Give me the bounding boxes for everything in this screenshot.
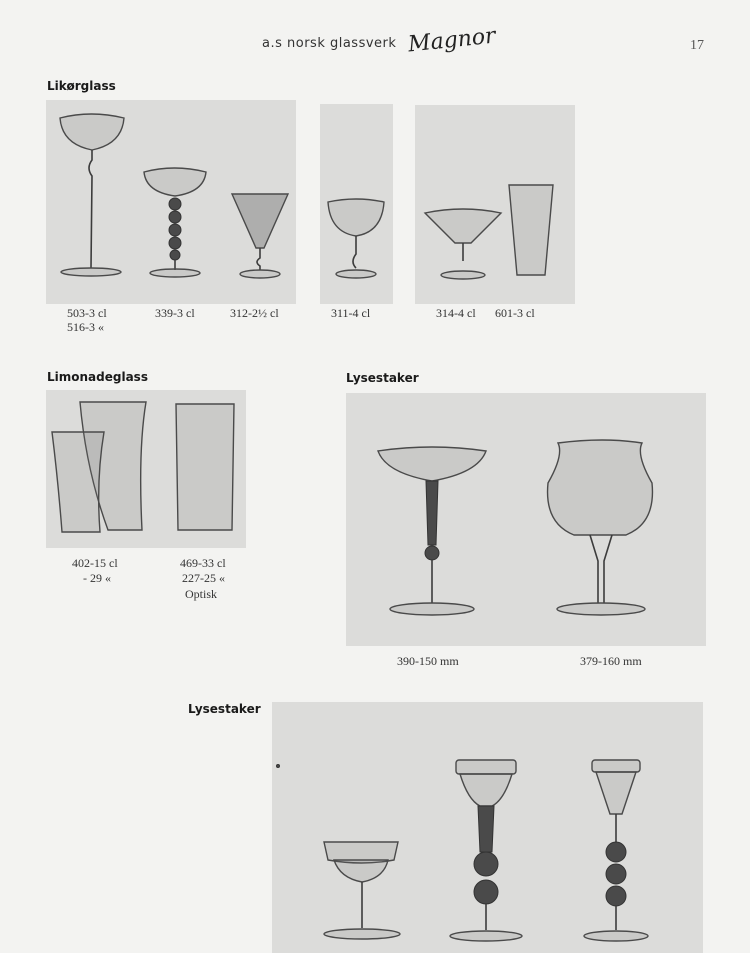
caption-379: 379-160 mm <box>580 654 642 668</box>
caption-503: 503-3 cl <box>67 306 107 320</box>
section-title-likorglass: Likørglass <box>47 79 116 93</box>
page-number: 17 <box>690 38 704 53</box>
caption-314: 314-4 cl <box>436 306 476 320</box>
photo-limonadeglass <box>46 390 246 548</box>
caption-312: 312-2½ cl <box>230 306 279 320</box>
caption-optisk: Optisk <box>185 587 218 601</box>
photo-likorglass-3 <box>415 105 575 304</box>
magnor-logo: Magnor <box>406 23 497 58</box>
caption-311: 311-4 cl <box>331 306 371 320</box>
caption-601: 601-3 cl <box>495 306 535 320</box>
photo-lysestaker-2 <box>272 702 703 953</box>
caption-390: 390-150 mm <box>397 654 459 668</box>
photo-likorglass-2 <box>320 104 393 304</box>
brand-name: a.s norsk glassverk <box>262 36 397 51</box>
caption-402-29: - 29 « <box>83 571 111 585</box>
caption-227: 227-25 « <box>182 571 225 585</box>
caption-339: 339-3 cl <box>155 306 195 320</box>
section-title-limonadeglass: Limonadeglass <box>47 370 148 384</box>
caption-469: 469-33 cl <box>180 556 226 570</box>
section-title-lysestaker-2: Lysestaker <box>188 702 261 716</box>
photo-likorglass-1 <box>46 100 296 304</box>
photo-lysestaker-1 <box>346 393 706 646</box>
section-title-lysestaker-1: Lysestaker <box>346 371 419 385</box>
caption-516: 516-3 « <box>67 320 104 334</box>
caption-402: 402-15 cl <box>72 556 118 570</box>
